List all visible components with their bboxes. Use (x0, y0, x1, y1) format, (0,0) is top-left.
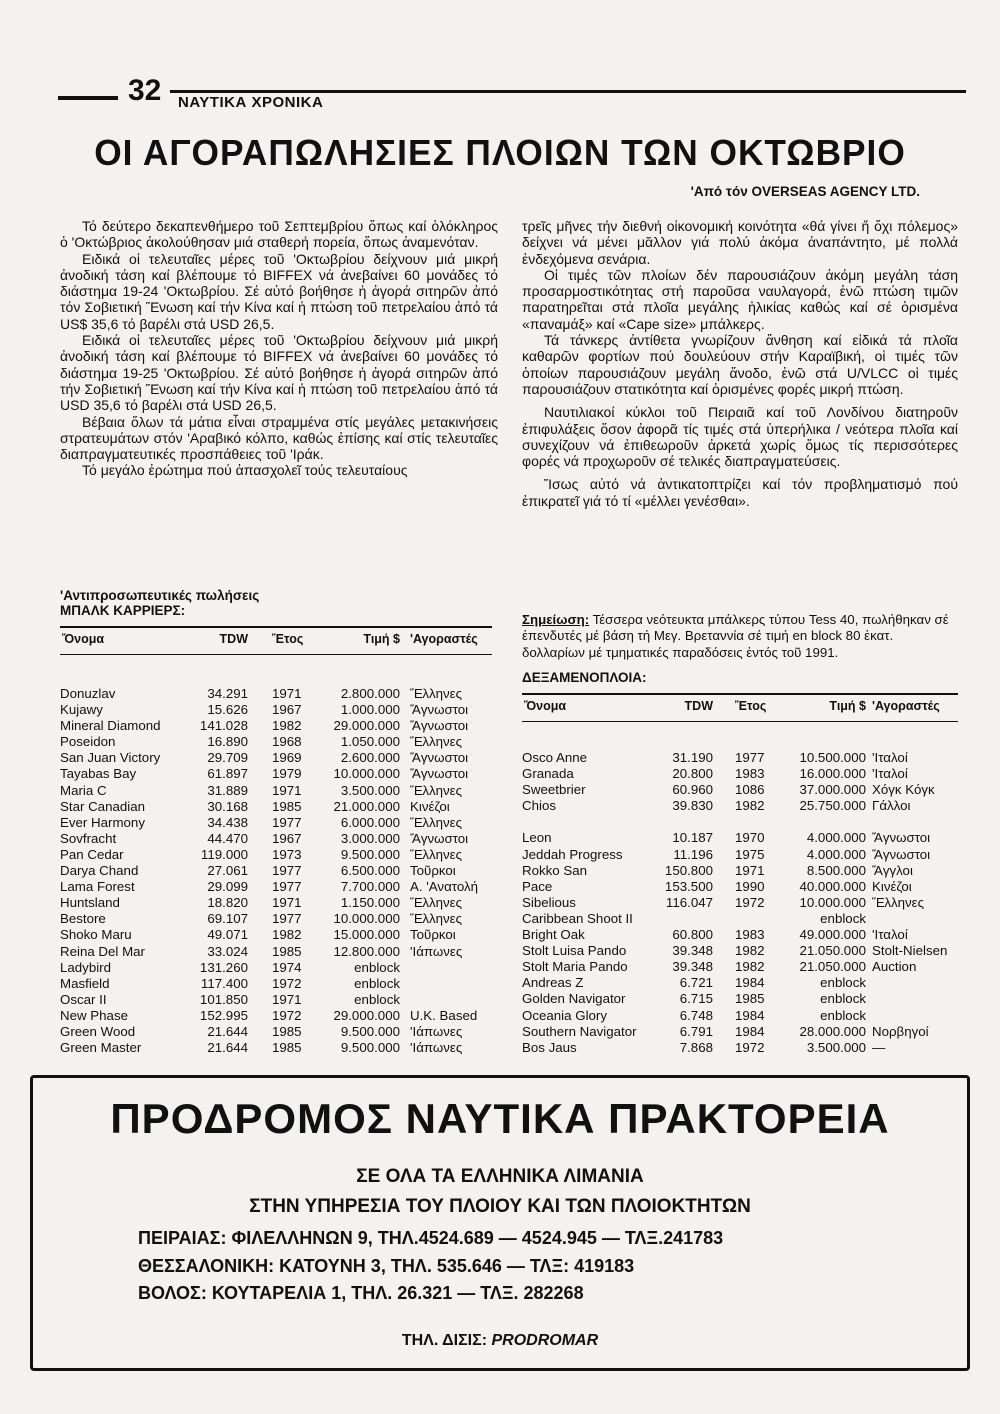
ship-tdw: 29.099 (207, 879, 248, 895)
ship-name: Ever Harmony (60, 814, 145, 830)
table-row (522, 782, 958, 798)
ship-name: Pan Cedar (60, 846, 124, 862)
ship-tdw: 39.348 (672, 943, 713, 959)
ship-price: 6.500.000 (340, 863, 400, 879)
telegram-label: ΤΗΛ. ΔΙΣΙΣ: (401, 1332, 488, 1349)
table-row (60, 783, 492, 799)
ship-name: Masfield (60, 975, 110, 991)
tankers-heading: ΔΕΞΑΜΕΝΟΠΛΟΙΑ: (522, 670, 647, 685)
ship-year: 1086 (735, 782, 765, 798)
bulk-heading: 'Αντιπροσωπευτικές πωλήσεις (60, 588, 260, 603)
paragraph: Βέβαια ὅλων τά μάτια εἶναι στραμμένα στίς μεγάλες μετακινήσεις στρατευμάτων στόν 'Αραβικό κόλπο, καθώς ἐπίσης καί στίς τελευταῖες διαπραγματευτικές προσπάθειες τοῦ 'Ιράκ. (60, 413, 498, 463)
ship-name: Stolt Luisa Pando (522, 943, 627, 959)
table-row (522, 911, 958, 927)
ship-buyers: Ἄγνωστοι (410, 830, 469, 846)
ship-name: Green Wood (60, 1023, 136, 1039)
ship-price: 15.000.000 (333, 927, 400, 943)
table-row (60, 895, 492, 911)
ship-buyers: 'Ιταλοί (872, 927, 908, 943)
advert-line: ΣΕ ΟΛΑ ΤΑ ΕΛΛΗΝΙΚΑ ΛΙΜΑΝΙΑ (356, 1166, 644, 1187)
ship-buyers: 'Ιάπωνες (410, 943, 463, 959)
ship-name: Star Canadian (60, 798, 146, 814)
ship-buyers: Ἄγνωστοι (410, 702, 469, 718)
address-volos: ΒΟΛΟΣ: ΚΟΥΤΑΡΕΛΙΑ 1, ΤΗΛ. 26.321 — ΤΛΞ. 282268 (138, 1283, 584, 1303)
ship-year: 1979 (272, 766, 302, 782)
table-row (522, 863, 958, 879)
table-row (60, 734, 492, 750)
ship-name: Bright Oak (522, 927, 585, 943)
ship-buyers: Ἕλληνες (410, 782, 463, 798)
ship-tdw: 60.800 (672, 927, 713, 943)
col-buyers-header: 'Αγοραστές (410, 631, 478, 646)
ship-price: 3.500.000 (806, 1039, 866, 1055)
ship-buyers: Ἕλληνες (410, 911, 463, 927)
ship-price: 1.150.000 (340, 895, 400, 911)
ship-name: Poseidon (60, 734, 116, 750)
ship-year: 1971 (735, 862, 765, 878)
ship-year: 1985 (272, 1040, 302, 1056)
ship-year: 1985 (272, 798, 302, 814)
ship-name: Granada (522, 766, 574, 782)
ship-buyers: Ἄγγλοι (872, 862, 913, 878)
ship-tdw: 11.196 (673, 846, 713, 862)
paragraph: Οἱ τιμές τῶν πλοίων δέν παρουσιάζουν ἀκόμη μεγάλη τάση προσαρμοστικότητας στή παροῦσα ναυλαγορά, ἐνῶ πτώση τιμῶν παρατηρεῖται στά πλοῖα μεγάλης ἡλικίας καθώς καί σέ ὁρισμένα «παναμάξ» καί «Cape size» μπάλκερς. (522, 266, 958, 332)
ship-price: 29.000.000 (333, 718, 400, 734)
ship-price: 12.800.000 (333, 943, 400, 959)
ship-price: 21.050.000 (799, 959, 866, 975)
ship-price: 4.000.000 (806, 830, 866, 846)
ship-name: Donuzlav (60, 686, 116, 701)
ship-year: 1967 (272, 830, 302, 846)
ship-tdw: 131.260 (199, 959, 248, 975)
ship-year: 1982 (272, 927, 302, 943)
table-row (60, 992, 492, 1008)
table-header (60, 632, 492, 654)
ship-price: 10.000.000 (333, 911, 400, 927)
ship-buyers: Τοῦρκοι (410, 927, 456, 943)
ship-name: Kujawy (60, 702, 103, 718)
table-row (60, 815, 492, 831)
ship-price: 8.500.000 (806, 862, 866, 878)
ship-price: 1.000.000 (340, 702, 400, 718)
ship-year: 1985 (272, 943, 302, 959)
ship-buyers: 'Ιάπωνες (410, 1023, 463, 1039)
ship-price: 9.500.000 (340, 846, 400, 862)
table-rule (60, 654, 492, 656)
col-name-header: Ὄνομα (62, 631, 105, 646)
ship-name: New Phase (60, 1007, 128, 1023)
header-rule-right (170, 90, 966, 93)
ship-name: Tayabas Bay (60, 766, 137, 782)
ship-year: 1968 (272, 734, 302, 750)
right-column (522, 218, 958, 509)
table-rule (522, 693, 958, 695)
ship-buyers: Νορβηγοί (872, 1023, 929, 1039)
table-rule (522, 721, 958, 723)
table-row (522, 766, 958, 782)
table-row (60, 1024, 492, 1040)
ship-buyers: Χόγκ Κόγκ (872, 782, 935, 798)
ship-name: Pace (522, 878, 553, 894)
col-name-header: Ὄνομα (524, 698, 567, 713)
ship-year: 1974 (272, 959, 302, 975)
table-row (60, 799, 492, 815)
ship-name: Southern Navigator (522, 1023, 637, 1039)
ship-name: Oceania Glory (522, 1007, 607, 1023)
ship-price: 10.500.000 (799, 750, 866, 765)
ship-year: 1969 (272, 750, 302, 766)
note-label: Σημείωση: (522, 612, 590, 627)
advert-line: ΣΤΗΝ ΥΠΗΡΕΣΙΑ ΤΟΥ ΠΛΟΙΟΥ ΚΑΙ ΤΩΝ ΠΛΟΙΟΚΤΗΤΩΝ (249, 1196, 751, 1217)
ship-buyers: Ἕλληνες (410, 895, 463, 911)
ship-tdw: 21.644 (207, 1040, 248, 1056)
ship-buyers: 'Ιταλοί (872, 750, 908, 765)
ship-year: 1982 (735, 798, 765, 814)
ship-tdw: 49.071 (207, 927, 248, 943)
table-row (522, 750, 958, 766)
ship-price: enblock (354, 959, 400, 975)
bulk-carriers-section (60, 588, 492, 1056)
address-thessaloniki: ΘΕΣΣΑΛΟΝΙΚΗ: ΚΑΤΟΥΝΗ 3, ΤΗΛ. 535.646 — ΤΛΞ: 419183 (138, 1256, 635, 1276)
ship-price: 9.500.000 (340, 1023, 400, 1039)
ship-tdw: 27.061 (207, 863, 248, 879)
ship-buyers: Ἄγνωστοι (872, 846, 931, 862)
paragraph: τρεῖς μῆνες τήν διεθνή οἰκονομική κοινότητα «θά γίνει ἤ ὄχι πόλεμος» δείχνει νά μένει μᾶλλον γιά πολύ ἀκόμα ἀναπάντητο, μέ πολλά ἐνδεχόμενα σενάρια. (522, 218, 958, 267)
ship-tdw: 6.715 (679, 991, 713, 1007)
ship-price: 21.050.000 (799, 943, 866, 959)
ship-buyers: Ἕλληνες (410, 814, 463, 830)
ship-price: 29.000.000 (333, 1007, 400, 1023)
ship-price: enblock (820, 910, 866, 926)
table-row (522, 830, 958, 846)
ship-buyers: U.K. Based (410, 1007, 478, 1023)
ship-year: 1967 (272, 702, 302, 718)
ship-price: 25.750.000 (799, 798, 866, 814)
ship-price: enblock (354, 975, 400, 991)
ship-price: enblock (820, 975, 866, 991)
paragraph: Τό δεύτερο δεκαπενθήμερο τοῦ Σεπτεμβρίου ὅπως καί ὁλόκληρος ὁ 'Οκτώβριος ἀκολούθησαν μιά σταθερή πορεία, ὅπως ἀναμενόταν. (60, 218, 498, 251)
ship-price: 9.500.000 (340, 1040, 400, 1056)
table-row (60, 847, 492, 863)
ship-tdw: 6.721 (679, 975, 713, 991)
ship-year: 1971 (272, 991, 302, 1007)
table-row (60, 927, 492, 943)
table-row (60, 960, 492, 976)
paragraph: Ειδικά οἱ τελευταῖες μέρες τοῦ 'Οκτωβρίου δείχνουν μιά μικρή ἀνοδική τάση καί βλέπουμε τό BIFFEX νά ἀνεβαίνει 60 μονάδες τό διάστημα 19-24 'Οκτωβρίου. Σέ αὐτό βοήθησε ἡ ἀγορά σιτηρῶν ἀπό τόν Σοβιετική Ἕνωση καί τήν Κίνα καί ἡ πτώση τοῦ πετρελαίου ἀπό τά US$ 35,6 τό βαρέλι στά USD 26,5. (60, 250, 498, 332)
ship-tdw: 16.890 (207, 734, 248, 750)
ship-name: Shoko Maru (60, 927, 132, 943)
ship-tdw: 69.107 (207, 911, 248, 927)
table-row (522, 798, 958, 814)
advert-title: ΠΡΟΔΡΟΜΟΣ ΝΑΥΤΙΚΑ ΠΡΑΚΤΟΡΕΙΑ (110, 1095, 890, 1142)
col-year-header: Ἔτος (735, 698, 767, 713)
table-row (522, 879, 958, 895)
table-row (60, 1008, 492, 1024)
ship-name: Lama Forest (60, 879, 135, 895)
ship-name: Chios (522, 798, 556, 814)
ship-tdw: 31.190 (672, 750, 713, 765)
ship-buyers: Ἕλληνες (872, 894, 925, 910)
ship-price: 40.000.000 (799, 878, 866, 894)
note (522, 612, 952, 661)
col-buyers-header: 'Αγοραστές (872, 698, 940, 713)
ship-price: 4.000.000 (806, 846, 866, 862)
ship-price: enblock (820, 1007, 866, 1023)
ship-tdw: 10.187 (672, 830, 713, 846)
ship-price: 10.000.000 (333, 766, 400, 782)
ship-year: 1971 (272, 686, 302, 701)
ship-name: Osco Anne (522, 750, 588, 765)
page-number: 32 (128, 74, 162, 107)
ship-name: Andreas Z (522, 975, 584, 991)
ship-buyers: Κινέζοι (872, 878, 912, 894)
ship-buyers: Ἄγνωστοι (872, 830, 931, 846)
table-row (522, 991, 958, 1007)
ship-buyers: Stolt-Nielsen (872, 943, 948, 959)
ship-price: 21.000.000 (333, 798, 400, 814)
ship-tdw: 117.400 (200, 975, 248, 991)
ship-buyers: Ἄγνωστοι (410, 718, 469, 734)
note-text: Τέσσερα νεότευκτα μπάλκερς τύπου Tess 40, πωλήθηκαν σέ ἐπενδυτές μέ βάση τή Μεγ. Βρεταννία σέ τιμή en block 80 ἑκατ. δολλαρίων μέ τμηματικές παραδόσεις ἐντός τοῦ 1991. (522, 612, 949, 660)
left-column (60, 218, 498, 479)
table-row (60, 863, 492, 879)
ship-tdw: 31.889 (207, 782, 248, 798)
telegram-value: PRODROMAR (491, 1332, 599, 1349)
ship-buyers: Α. 'Ανατολή (410, 879, 479, 895)
section-title: ΝΑΥΤΙΚΑ ΧΡΟΝΙΚΑ (178, 94, 324, 111)
table-row (522, 1008, 958, 1024)
ship-tdw: 153.500 (664, 878, 713, 894)
ship-year: 1985 (735, 991, 765, 1007)
ship-year: 1977 (272, 911, 302, 927)
ship-tdw: 6.748 (679, 1007, 713, 1023)
ship-price: 16.000.000 (799, 766, 866, 782)
table-row (522, 975, 958, 991)
ship-name: Jeddah Progress (522, 846, 623, 862)
tankers-section (522, 670, 958, 1056)
ship-buyers: Γάλλοι (872, 798, 911, 814)
ship-name: Rokko San (522, 862, 588, 878)
ship-year: 1972 (272, 1007, 302, 1023)
ship-price: enblock (820, 991, 866, 1007)
ship-tdw: 34.438 (207, 814, 248, 830)
ship-year: 1990 (735, 878, 765, 894)
ship-tdw: 61.897 (207, 766, 248, 782)
table-row (522, 814, 958, 830)
ship-year: 1971 (272, 782, 302, 798)
ship-year: 1985 (272, 1023, 302, 1039)
ship-year: 1973 (272, 846, 302, 862)
ship-name: Huntsland (60, 895, 120, 911)
ship-name: Maria C (60, 782, 107, 798)
ship-name: Bestore (60, 911, 106, 927)
col-year-header: Ἔτος (272, 631, 304, 646)
ship-buyers: 'Ιταλοί (872, 766, 908, 782)
ship-year: 1977 (272, 814, 302, 830)
table-row (60, 718, 492, 734)
ship-tdw: 34.291 (207, 686, 248, 701)
ship-buyers: — (872, 1039, 886, 1055)
article-source: 'Από τόν OVERSEAS AGENCY LTD. (690, 184, 920, 199)
ship-name: Sibelious (522, 894, 576, 910)
table-row (60, 686, 492, 702)
col-tdw-header: TDW (684, 698, 713, 713)
ship-tdw: 21.644 (207, 1023, 248, 1039)
ship-price: 37.000.000 (799, 782, 866, 798)
ship-year: 1975 (735, 846, 765, 862)
ship-tdw: 116.047 (665, 894, 713, 910)
table-row (522, 959, 958, 975)
table-row (522, 927, 958, 943)
table-row (522, 943, 958, 959)
ship-year: 1972 (272, 975, 302, 991)
ship-price: 6.000.000 (340, 814, 400, 830)
paragraph: Ειδικά οἱ τελευταῖες μέρες τοῦ 'Οκτωβρίου δείχνουν μιά μικρή ἀνοδική τάση καί βλέπουμε τό BIFFEX νά ἀνεβαίνει 60 μονάδες τό διάστημα 19-25 'Οκτωβρίου. Σέ αὐτό βοήθησε ἡ ἀγορά σιτηρῶν ἀπό τήν Σοβιετική Ἕνωση καί τήν Κίνα καί ἡ πτώση τοῦ πετρελαίου ἀπό τά USD 35,6 τό βαρέλι στά USD 26,5. (60, 332, 498, 414)
ship-buyers: Ἕλληνες (410, 686, 463, 701)
ship-name: Green Master (60, 1040, 142, 1056)
col-price-header: Τιμή $ (363, 631, 400, 646)
ship-price: 10.000.000 (799, 894, 866, 910)
ship-year: 1984 (735, 975, 765, 991)
ship-name: Stolt Maria Pando (522, 959, 628, 975)
ship-buyers: 'Ιάπωνες (410, 1040, 463, 1056)
ship-tdw: 101.850 (199, 991, 248, 1007)
ship-year: 1982 (272, 718, 302, 734)
ship-buyers: Ἄγνωστοι (410, 750, 469, 766)
ship-buyers: Auction (872, 959, 917, 975)
tankers-table-body (522, 750, 958, 1056)
telegram-address (0, 1332, 1000, 1350)
ship-year: 1982 (735, 959, 765, 975)
address-piraeus: ΠΕΙΡΑΙΑΣ: ΦΙΛΕΛΛΗΝΩΝ 9, ΤΗΛ.4524.689 — 4524.945 — ΤΛΞ.241783 (138, 1228, 724, 1248)
ship-tdw: 39.830 (672, 798, 713, 814)
col-tdw-header: TDW (219, 631, 248, 646)
header-rule-left (58, 96, 118, 100)
bulk-subheading: ΜΠΑΛΚ ΚΑΡΡΙΕΡΣ: (60, 603, 186, 618)
table-row (60, 911, 492, 927)
ship-year: 1983 (735, 766, 765, 782)
ship-price: 7.700.000 (340, 879, 400, 895)
ship-name: Sovfracht (60, 830, 117, 846)
ship-name: Golden Navigator (522, 991, 626, 1007)
paragraph: Τά τάνκερς ἀντίθετα γνωρίζουν ἄνθηση καί εἰδικά τά πλοῖα καθαρῶν φορτίων πού δουλεύουν στήν Καραϊβική, οἱ τιμές τῶν ὁποίων παρουσιάζουν μεγάλη ἄνοδο, ἐνῶ στά U/VLCC οἱ τιμές παρουσιάζουν στατικότητα καί ὁρισμένες φορές μικρή πτώση. (522, 332, 958, 397)
col-price-header: Τιμή $ (829, 698, 866, 713)
ship-tdw: 33.024 (207, 943, 248, 959)
ship-name: Leon (522, 830, 552, 846)
ship-name: Oscar II (60, 991, 107, 1007)
ship-tdw: 30.168 (207, 798, 248, 814)
table-row (522, 1040, 958, 1056)
ship-tdw: 18.820 (207, 895, 248, 911)
ship-year: 1977 (272, 863, 302, 879)
ship-tdw: 39.348 (672, 959, 713, 975)
paragraph: Τό μεγάλο ἐρώτημα πού ἀπασχολεῖ τούς τελευταίους (82, 462, 408, 479)
bulk-table-body (60, 686, 492, 1056)
table-row (60, 831, 492, 847)
ship-buyers: Ἕλληνες (410, 846, 463, 862)
ship-year: 1982 (735, 943, 765, 959)
ship-year: 1977 (735, 750, 765, 765)
ship-tdw: 152.995 (199, 1007, 248, 1023)
ship-buyers: Κινέζοι (410, 798, 450, 814)
ship-name: Ladybird (60, 959, 112, 975)
ship-price: 28.000.000 (799, 1023, 866, 1039)
ship-price: 2.600.000 (340, 750, 400, 766)
ship-year: 1984 (735, 1007, 765, 1023)
ship-price: 3.500.000 (340, 782, 400, 798)
ship-tdw: 20.800 (672, 766, 713, 782)
ship-tdw: 150.800 (664, 862, 713, 878)
ship-year: 1972 (735, 894, 765, 910)
table-row (60, 1040, 492, 1056)
ship-tdw: 60.960 (672, 782, 713, 798)
ship-name: Darya Chand (60, 863, 139, 879)
table-header (522, 699, 958, 721)
ship-buyers: Ἕλληνες (410, 734, 463, 750)
table-rule (60, 626, 492, 628)
ship-price: 3.000.000 (340, 830, 400, 846)
table-row (60, 879, 492, 895)
ship-name: Caribbean Shoot II (522, 910, 633, 926)
table-row (60, 944, 492, 960)
ship-name: Bos Jaus (522, 1039, 577, 1055)
ship-tdw: 44.470 (207, 830, 248, 846)
ship-name: Mineral Diamond (60, 718, 161, 734)
ship-price: enblock (354, 991, 400, 1007)
ship-tdw: 15.626 (207, 702, 248, 718)
table-row (60, 976, 492, 992)
paragraph: Ναυτιλιακοί κύκλοι τοῦ Πειραιᾶ καί τοῦ Λονδίνου διατηροῦν ἐπιφυλάξεις ὅσον ἀφορᾶ τίς τιμές στά ὑπερήλικα / νεότερα πλοῖα καί συνεχίζουν νά ἐπιθεωροῦν ἀρκετά χωρίς ὅμως τίς περισσότερες φορές νά προχωροῦν σέ τελικές διαπραγματεύσεις. (522, 404, 958, 470)
paragraph: Ἴσως αὐτό νά ἀντικατοπτρίζει καί τόν προβληματισμό πού ἐπικρατεῖ γιά τό τί «μέλλει γενέσθαι». (522, 476, 958, 509)
ship-name: Sweetbrier (522, 782, 586, 798)
ship-tdw: 29.709 (207, 750, 248, 766)
table-row (522, 847, 958, 863)
article-title: ΟΙ ΑΓΟΡΑΠΩΛΗΣΙΕΣ ΠΛΟΙΩΝ ΤΩΝ ΟΚΤΩΒΡΙΟ (94, 132, 906, 173)
ship-price: 1.050.000 (340, 734, 400, 750)
ship-year: 1971 (272, 895, 302, 911)
ship-tdw: 7.868 (679, 1039, 713, 1055)
ship-tdw: 119.000 (200, 846, 248, 862)
ship-year: 1972 (735, 1039, 765, 1055)
table-row (60, 702, 492, 718)
ship-year: 1984 (735, 1023, 765, 1039)
ship-buyers: Τοῦρκοι (410, 863, 456, 879)
table-row (522, 895, 958, 911)
ship-tdw: 141.028 (199, 718, 248, 734)
ship-name: Reina Del Mar (60, 943, 145, 959)
ship-year: 1983 (735, 927, 765, 943)
table-row (522, 1024, 958, 1040)
ship-name: San Juan Victory (60, 750, 161, 766)
ship-year: 1977 (272, 879, 302, 895)
table-row (60, 750, 492, 766)
ship-year: 1970 (735, 830, 765, 846)
ship-tdw: 6.791 (679, 1023, 713, 1039)
ship-buyers: Ἄγνωστοι (410, 766, 469, 782)
ship-price: 2.800.000 (340, 686, 400, 701)
ship-price: 49.000.000 (799, 927, 866, 943)
table-row (60, 766, 492, 782)
